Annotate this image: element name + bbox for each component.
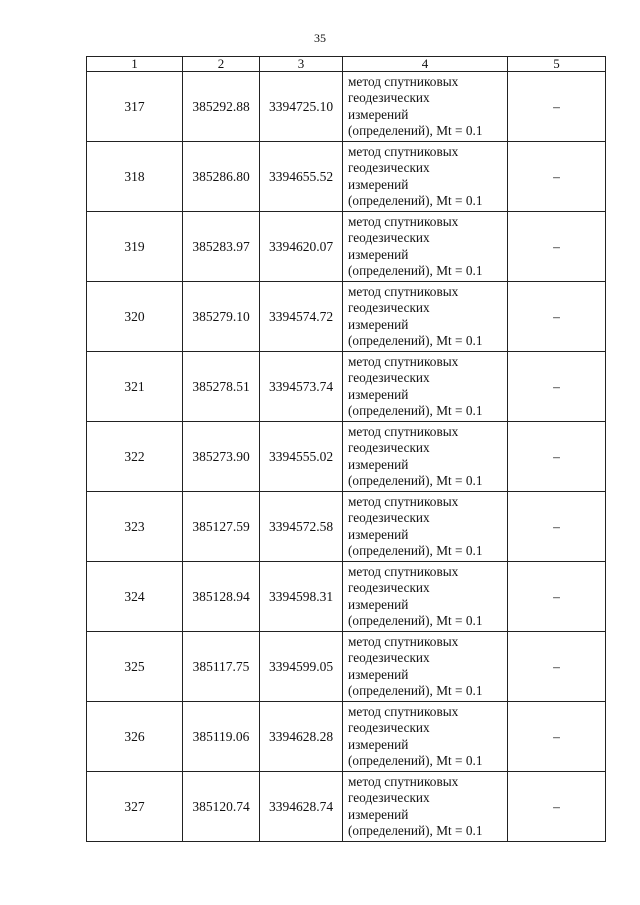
x-coordinate-cell: 385292.88 bbox=[183, 72, 260, 142]
method-line: измерений bbox=[348, 526, 409, 542]
method-cell bbox=[343, 772, 508, 842]
method-line: (определений), Mt = 0.1 bbox=[348, 683, 483, 698]
note-cell: – bbox=[508, 422, 606, 492]
column-header: 5 bbox=[508, 57, 606, 72]
method-line: метод спутниковых bbox=[348, 73, 459, 89]
x-coordinate-cell: 385273.90 bbox=[183, 422, 260, 492]
method-line: (определений), Mt = 0.1 bbox=[348, 613, 483, 628]
note-cell: – bbox=[508, 142, 606, 212]
method-line: метод спутниковых bbox=[348, 633, 459, 649]
method-line: (определений), Mt = 0.1 bbox=[348, 543, 483, 558]
note-cell: – bbox=[508, 492, 606, 562]
method-line: геодезических bbox=[348, 230, 430, 245]
x-coordinate-cell: 385117.75 bbox=[183, 632, 260, 702]
note-cell: – bbox=[508, 352, 606, 422]
x-coordinate-cell: 385119.06 bbox=[183, 702, 260, 772]
y-coordinate-cell: 3394599.05 bbox=[260, 632, 343, 702]
y-coordinate-cell: 3394555.02 bbox=[260, 422, 343, 492]
note-cell: – bbox=[508, 632, 606, 702]
y-coordinate-cell: 3394628.74 bbox=[260, 772, 343, 842]
x-coordinate-cell: 385283.97 bbox=[183, 212, 260, 282]
method-line: геодезических bbox=[348, 580, 430, 595]
note-cell: – bbox=[508, 702, 606, 772]
method-line: (определений), Mt = 0.1 bbox=[348, 193, 483, 208]
column-header: 4 bbox=[343, 57, 508, 72]
x-coordinate-cell: 385279.10 bbox=[183, 282, 260, 352]
note-cell: – bbox=[508, 72, 606, 142]
point-number-cell: 327 bbox=[87, 772, 183, 842]
page-number: 35 bbox=[314, 31, 326, 45]
column-header: 2 bbox=[183, 57, 260, 72]
method-line: (определений), Mt = 0.1 bbox=[348, 403, 483, 418]
method-line: геодезических bbox=[348, 790, 430, 805]
method-cell bbox=[343, 72, 508, 142]
table-row bbox=[87, 142, 606, 212]
point-number-cell: 319 bbox=[87, 212, 183, 282]
point-number-cell: 321 bbox=[87, 352, 183, 422]
y-coordinate-cell: 3394628.28 bbox=[260, 702, 343, 772]
method-line: измерений bbox=[348, 316, 409, 332]
method-cell bbox=[343, 352, 508, 422]
x-coordinate-cell: 385128.94 bbox=[183, 562, 260, 632]
table-row bbox=[87, 212, 606, 282]
y-coordinate-cell: 3394725.10 bbox=[260, 72, 343, 142]
method-line: геодезических bbox=[348, 160, 430, 175]
method-line: метод спутниковых bbox=[348, 493, 459, 509]
method-line: (определений), Mt = 0.1 bbox=[348, 753, 483, 768]
method-line: геодезических bbox=[348, 510, 430, 525]
method-line: измерений bbox=[348, 176, 409, 192]
table-row bbox=[87, 772, 606, 842]
method-line: (определений), Mt = 0.1 bbox=[348, 123, 483, 138]
method-line: метод спутниковых bbox=[348, 143, 459, 159]
note-cell: – bbox=[508, 212, 606, 282]
method-line: (определений), Mt = 0.1 bbox=[348, 823, 483, 838]
method-line: измерений bbox=[348, 666, 409, 682]
method-line: геодезических bbox=[348, 720, 430, 735]
method-cell bbox=[343, 702, 508, 772]
method-line: измерений bbox=[348, 806, 409, 822]
method-cell bbox=[343, 422, 508, 492]
column-header: 3 bbox=[260, 57, 343, 72]
table-row bbox=[87, 492, 606, 562]
method-line: (определений), Mt = 0.1 bbox=[348, 333, 483, 348]
table-row bbox=[87, 352, 606, 422]
method-cell bbox=[343, 142, 508, 212]
method-line: измерений bbox=[348, 596, 409, 612]
table-row bbox=[87, 632, 606, 702]
method-line: метод спутниковых bbox=[348, 353, 459, 369]
method-line: геодезических bbox=[348, 300, 430, 315]
coordinates-table bbox=[86, 56, 606, 842]
method-line: измерений bbox=[348, 106, 409, 122]
x-coordinate-cell: 385286.80 bbox=[183, 142, 260, 212]
point-number-cell: 322 bbox=[87, 422, 183, 492]
y-coordinate-cell: 3394655.52 bbox=[260, 142, 343, 212]
method-cell bbox=[343, 282, 508, 352]
note-cell: – bbox=[508, 772, 606, 842]
table-row bbox=[87, 562, 606, 632]
y-coordinate-cell: 3394598.31 bbox=[260, 562, 343, 632]
point-number-cell: 317 bbox=[87, 72, 183, 142]
method-line: геодезических bbox=[348, 650, 430, 665]
point-number-cell: 325 bbox=[87, 632, 183, 702]
x-coordinate-cell: 385120.74 bbox=[183, 772, 260, 842]
y-coordinate-cell: 3394572.58 bbox=[260, 492, 343, 562]
method-line: метод спутниковых bbox=[348, 773, 459, 789]
note-cell: – bbox=[508, 282, 606, 352]
note-cell: – bbox=[508, 562, 606, 632]
method-line: (определений), Mt = 0.1 bbox=[348, 263, 483, 278]
table-header-row bbox=[87, 57, 606, 72]
table-row bbox=[87, 282, 606, 352]
method-cell bbox=[343, 632, 508, 702]
point-number-cell: 318 bbox=[87, 142, 183, 212]
method-line: измерений bbox=[348, 736, 409, 752]
method-line: измерений bbox=[348, 456, 409, 472]
point-number-cell: 320 bbox=[87, 282, 183, 352]
y-coordinate-cell: 3394573.74 bbox=[260, 352, 343, 422]
table-row bbox=[87, 702, 606, 772]
method-cell bbox=[343, 562, 508, 632]
method-cell bbox=[343, 212, 508, 282]
table-row bbox=[87, 72, 606, 142]
point-number-cell: 323 bbox=[87, 492, 183, 562]
method-line: метод спутниковых bbox=[348, 213, 459, 229]
method-line: метод спутниковых bbox=[348, 283, 459, 299]
y-coordinate-cell: 3394574.72 bbox=[260, 282, 343, 352]
method-line: геодезических bbox=[348, 370, 430, 385]
table-row bbox=[87, 422, 606, 492]
method-line: (определений), Mt = 0.1 bbox=[348, 473, 483, 488]
x-coordinate-cell: 385278.51 bbox=[183, 352, 260, 422]
method-line: метод спутниковых bbox=[348, 423, 459, 439]
method-line: геодезических bbox=[348, 90, 430, 105]
column-header: 1 bbox=[87, 57, 183, 72]
method-line: метод спутниковых bbox=[348, 703, 459, 719]
method-line: измерений bbox=[348, 386, 409, 402]
y-coordinate-cell: 3394620.07 bbox=[260, 212, 343, 282]
method-line: измерений bbox=[348, 246, 409, 262]
method-line: геодезических bbox=[348, 440, 430, 455]
point-number-cell: 324 bbox=[87, 562, 183, 632]
method-cell bbox=[343, 492, 508, 562]
point-number-cell: 326 bbox=[87, 702, 183, 772]
x-coordinate-cell: 385127.59 bbox=[183, 492, 260, 562]
table-body bbox=[87, 72, 606, 842]
method-line: метод спутниковых bbox=[348, 563, 459, 579]
